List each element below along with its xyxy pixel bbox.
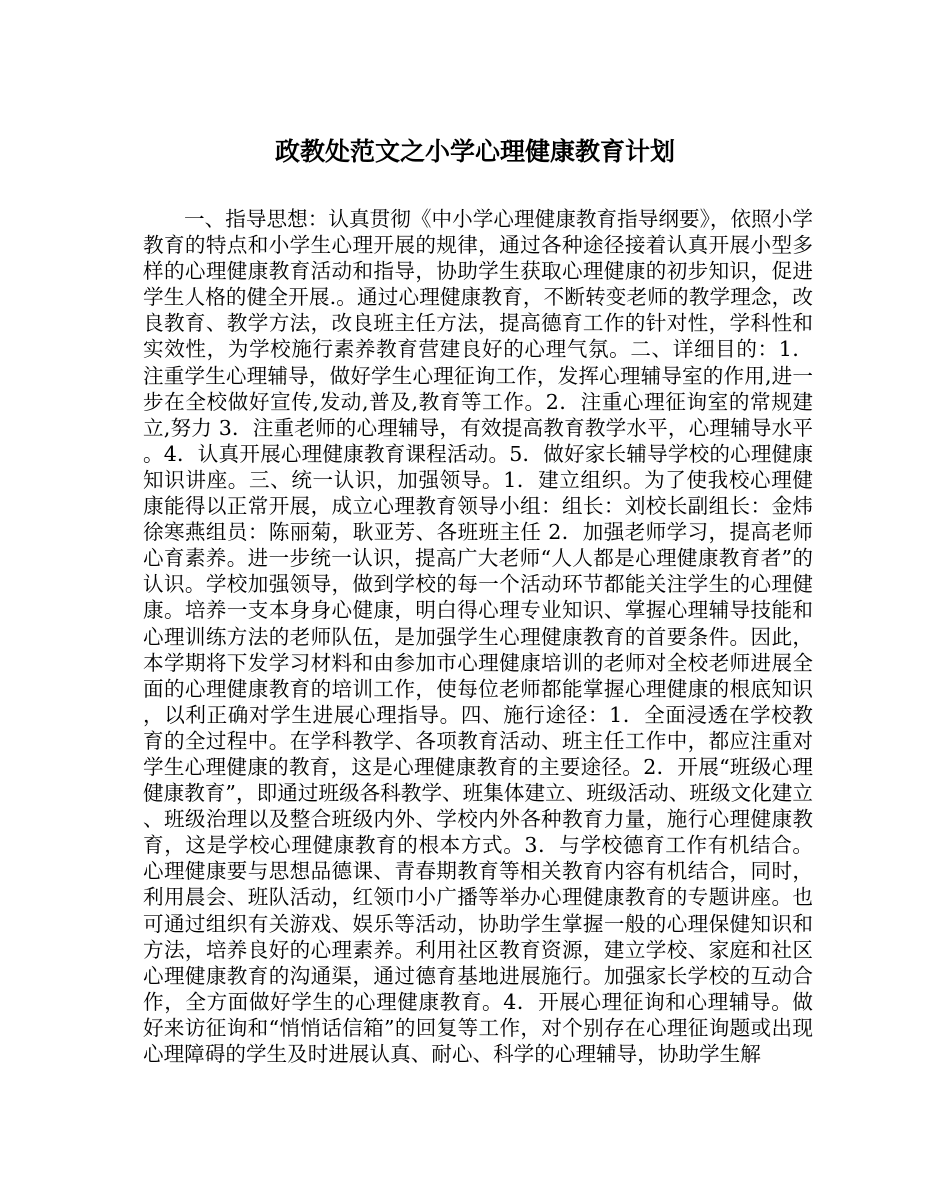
document-title: 政教处范文之小学心理健康教育计划 <box>274 137 675 166</box>
document-body-paragraph: 一、指导思想：认真贯彻《中小学心理健康教育指导纲要》，依照小学教育的特点和小学生心理开展的规律，通过各种途径接着认真开展小型多样的心理健康教育活动和指导，协助学生获取心理健康的初步知识，促进学生人格的健全开展.。通过心理健康教育，不断转变老师的教学理念，改良教育、教学方法，改良班主任方法，提高德育工作的针对性，学科性和实效性，为学校施行素养教育营建良好的心理气氛。二、详细目的：1．注重学生心理辅导，做好学生心理征询工作，发挥心理辅导室的作用,进一步在全校做好宣传,发动,普及,教育等工作。2．注重心理征询室的常规建立,努力 3．注重老师的心理辅导，有效提高教育教学水平，心理辅导水平。4．认真开展心理健康教育课程活动。5．做好家长辅导学校的心理健康知识讲座。三、统一认识，加强领导。1．建立组织。为了使我校心理健康能得以正常开展，成立心理教育领导小组：组长：刘校长副组长：金炜 徐寒燕组员：陈丽菊，耿亚芳、各班班主任 2．加强老师学习，提高老师心育素养。进一步统一认识，提高广大老师“人人都是心理健康教育者”的认识。学校加强领导，做到学校的每一个活动环节都能关注学生的心理健康。培养一支本身身心健康，明白得心理专业知识、掌握心理辅导技能和心理训练方法的老师队伍，是加强学生心理健康教育的首要条件。因此，本学期将下发学习材料和由参加市心理健康培训的老师对全校老师进展全面的心理健康教育的培训工作，使每位老师都能掌握心理健康的根底知识，以利正确对学生进展心理指导。四、施行途径：1．全面浸透在学校教育的全过程中。在学科教学、各项教育活动、班主任工作中，都应注重对学生心理健康的教育，这是心理健康教育的主要途径。2．开展“班级心理健康教育”，即通过班级各科教学、班集体建立、班级活动、班级文化建立、班级治理以及整合班级内外、学校内外各种教育力量，施行心理健康教育，这是学校心理健康教育的根本方式。3．与学校德育工作有机结合。心理健康要与思想品德课、青春期教育等相关教育内容有机结合，同时，利用晨会、班队活动，红领巾小广播等举办心理健康教育的专题讲座。也可通过组织有关游戏、娱乐等活动，协助学生掌握一般的心理保健知识和方法，培养良好的心理素养。利用社区教育资源，建立学校、家庭和社区心理健康教育的沟通渠，通过德育基地进展施行。加强家长学校的互动合作，全方面做好学生的心理健康教育。4．开展心理征询和心理辅导。做好来访征询和“悄悄话信箱”的回复等工作，对个别存在心理征询题或出现心理障碍的学生及时进展认真、耐心、科学的心理辅导，协助学生解 <box>143 207 813 1066</box>
